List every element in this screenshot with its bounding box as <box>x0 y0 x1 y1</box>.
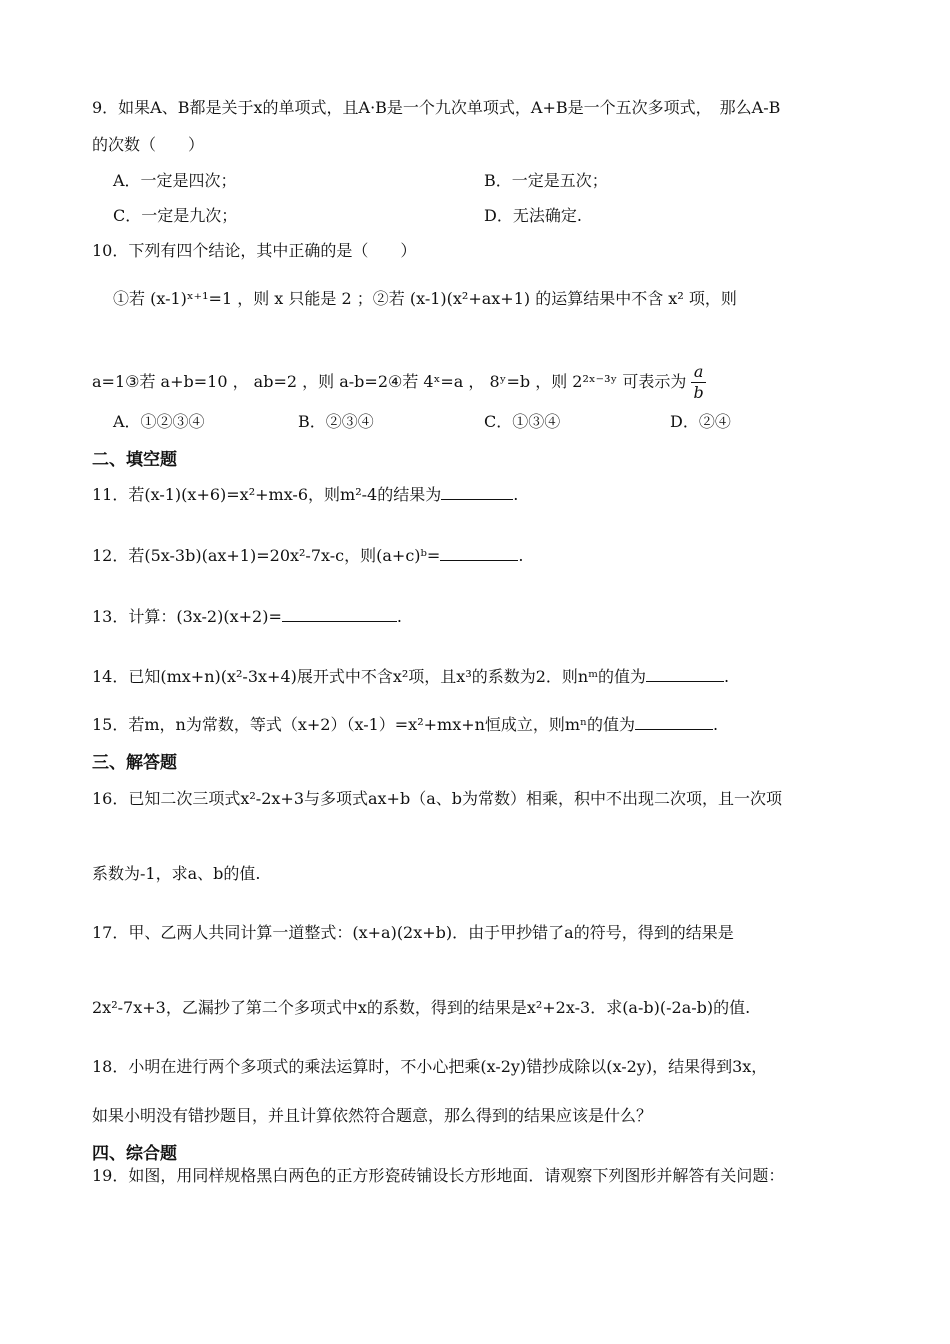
q15-end: . <box>713 715 719 734</box>
q9-stem-line2: 的次数（ ） <box>92 135 205 154</box>
q16-line1: 16．已知二次三项式x²-2x+3与多项式ax+b（a、b为常数）相乘，积中不出现二次项，且一次项 <box>92 789 782 808</box>
q10-statement-line2-text: a=1③若 a+b=10 ， ab=2 ，则 a-b=2④若 4ˣ=a ， 8ʸ=b ，则 2²ˣ⁻³ʸ 可表示为 <box>92 372 687 391</box>
q10-statement-line1: ①若 (x-1)ˣ⁺¹=1 ，则 x 只能是 2 ；②若 (x-1)(x²+ax+1) 的运算结果中不含 x² 项，则 <box>113 289 737 308</box>
q10-stem: 10．下列有四个结论，其中正确的是（ ） <box>92 241 417 260</box>
q9-option-c: C．一定是九次； <box>113 206 238 225</box>
q17-line1: 17．甲、乙两人共同计算一道整式：(x+a)(2x+b)．由于甲抄错了a的符号，得到的结果是 <box>92 923 734 942</box>
q9-option-b: B．一定是五次； <box>484 171 608 190</box>
q14-end: . <box>724 667 730 686</box>
q10-option-d: D．②④ <box>670 412 731 431</box>
q12-answer-blank <box>440 546 518 561</box>
q10-option-a: A．①②③④ <box>113 412 205 431</box>
q13-text: 13．计算：(3x-2)(x+2)= <box>92 607 282 626</box>
q11-text: 11．若(x-1)(x+6)=x²+mx-6，则m²-4的结果为 <box>92 485 442 504</box>
section-solve-title: 三、解答题 <box>92 753 177 773</box>
q19-line1: 19．如图，用同样规格黑白两色的正方形瓷砖铺设长方形地面．请观察下列图形并解答有关问题： <box>92 1166 785 1185</box>
q10-option-b: B．②③④ <box>298 412 374 431</box>
q15-answer-blank <box>635 715 713 730</box>
question-14 <box>92 664 729 687</box>
q18-line2: 如果小明没有错抄题目，并且计算依然符合题意，那么得到的结果应该是什么？ <box>92 1106 653 1125</box>
q10-fraction-numerator: a <box>691 362 705 383</box>
q13-answer-blank <box>282 607 397 622</box>
q18-line1: 18．小明在进行两个多项式的乘法运算时，不小心把乘(x-2y)错抄成除以(x-2y)，结果得到3x， <box>92 1057 768 1076</box>
q9-option-d: D．无法确定. <box>484 206 582 225</box>
q12-end: . <box>518 546 524 565</box>
q12-text: 12．若(5x-3b)(ax+1)=20x²-7x-c，则(a+c)ᵇ= <box>92 546 441 565</box>
q9-option-a: A．一定是四次； <box>113 171 237 190</box>
section-comprehensive-title: 四、综合题 <box>92 1144 177 1164</box>
q14-answer-blank <box>646 667 724 682</box>
q11-answer-blank <box>441 485 513 500</box>
q17-line2: 2x²-7x+3，乙漏抄了第二个多项式中x的系数，得到的结果是x²+2x-3．求(a-b)(-2a-b)的值. <box>92 998 751 1017</box>
q15-text: 15．若m，n为常数，等式（x+2）（x-1）=x²+mx+n恒成立，则mⁿ的值为 <box>92 715 636 734</box>
q14-text: 14．已知(mx+n)(x²-3x+4)展开式中不含x²项，且x³的系数为2．则nᵐ的值为 <box>92 667 647 686</box>
question-15 <box>92 712 718 735</box>
q10-option-c: C．①③④ <box>484 412 561 431</box>
q10-fraction-denominator: b <box>693 383 704 402</box>
question-13 <box>92 604 402 627</box>
q13-end: . <box>396 607 402 626</box>
question-12 <box>92 543 523 566</box>
q11-end: . <box>513 485 519 504</box>
question-11 <box>92 482 518 505</box>
section-fill-in-blank-title: 二、填空题 <box>92 450 177 470</box>
q16-line2: 系数为-1，求a、b的值. <box>92 864 261 883</box>
q9-stem-line1: 9．如果A、B都是关于x的单项式，且A·B是一个九次单项式，A+B是一个五次多项式， 那么A-B <box>92 98 781 117</box>
q10-fraction <box>691 362 705 403</box>
q10-statement-line2 <box>92 362 706 403</box>
